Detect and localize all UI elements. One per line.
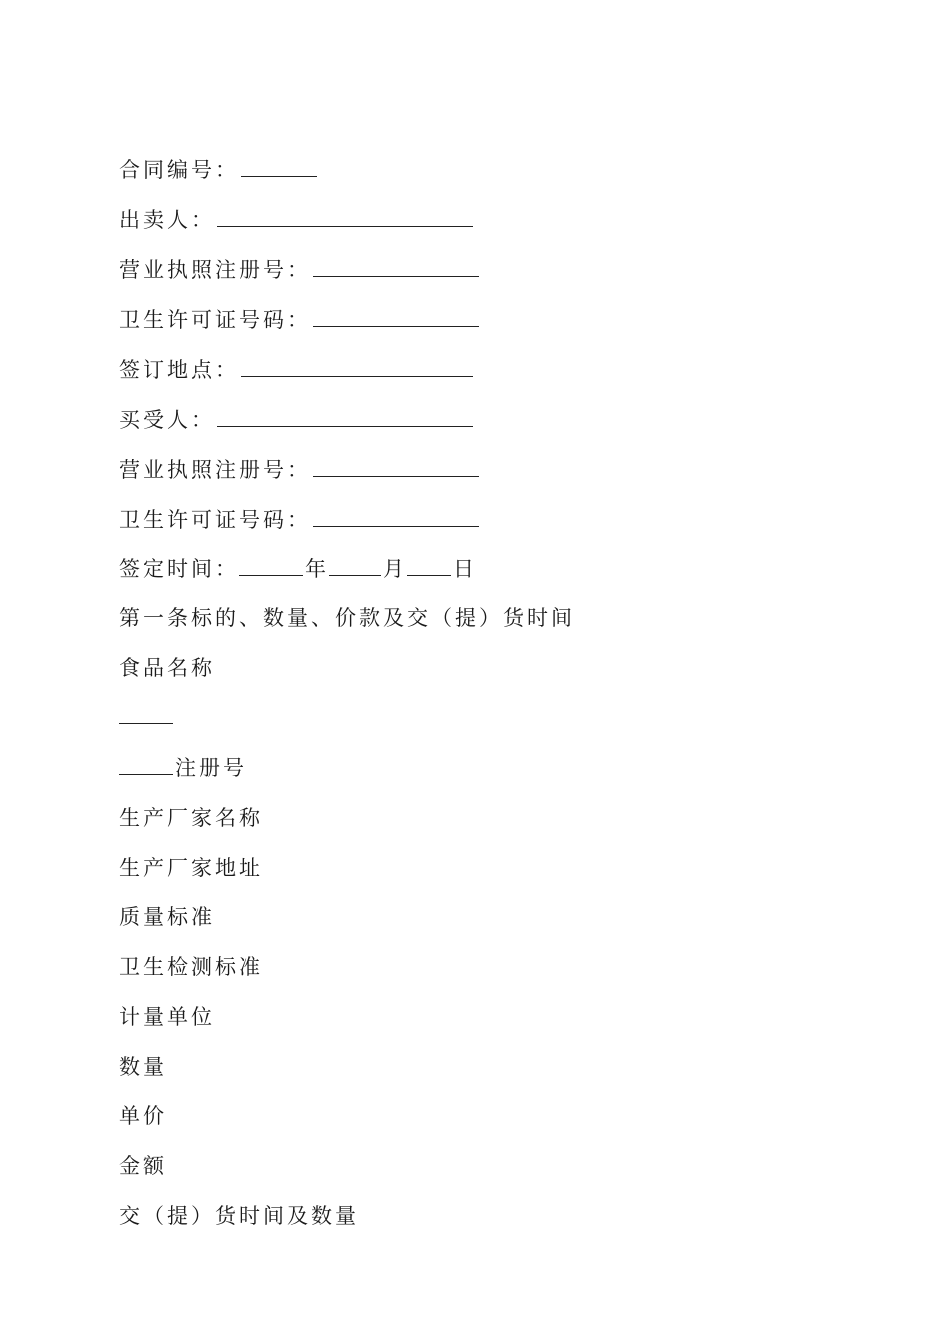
month-label: 月 bbox=[383, 557, 407, 581]
buyer-row bbox=[119, 406, 473, 434]
buyer-health-blank[interactable] bbox=[313, 506, 479, 527]
health-test-standard-label: 卫生检测标准 bbox=[119, 955, 263, 979]
manufacturer-name-label: 生产厂家名称 bbox=[119, 806, 263, 830]
signing-place-row bbox=[119, 356, 473, 384]
buyer-health-row bbox=[119, 506, 479, 534]
buyer-license-label: 营业执照注册号： bbox=[119, 458, 311, 482]
day-blank[interactable] bbox=[407, 555, 451, 576]
year-blank[interactable] bbox=[239, 555, 303, 576]
buyer-license-row bbox=[119, 456, 479, 484]
seller-health-blank[interactable] bbox=[313, 306, 479, 327]
contract-number-label: 合同编号： bbox=[119, 158, 239, 182]
food-name-label: 食品名称 bbox=[119, 656, 215, 680]
registration-row bbox=[119, 754, 247, 782]
day-label: 日 bbox=[453, 557, 477, 581]
quality-standard-label: 质量标准 bbox=[119, 905, 215, 929]
manufacturer-address-label: 生产厂家地址 bbox=[119, 856, 263, 880]
seller-blank[interactable] bbox=[217, 206, 473, 227]
seller-health-label: 卫生许可证号码： bbox=[119, 308, 311, 332]
food-name-blank[interactable] bbox=[119, 703, 173, 724]
quantity-label: 数量 bbox=[119, 1055, 167, 1079]
signing-date-label: 签定时间： bbox=[119, 557, 239, 581]
signing-place-label: 签订地点： bbox=[119, 358, 239, 382]
delivery-time-label: 交（提）货时间及数量 bbox=[119, 1204, 359, 1228]
year-label: 年 bbox=[305, 557, 329, 581]
registration-blank[interactable] bbox=[119, 754, 173, 775]
buyer-health-label: 卫生许可证号码： bbox=[119, 508, 311, 532]
contract-number-row bbox=[119, 156, 317, 184]
unit-price-label: 单价 bbox=[119, 1104, 167, 1128]
buyer-license-blank[interactable] bbox=[313, 456, 479, 477]
contract-number-blank[interactable] bbox=[241, 156, 317, 177]
seller-license-blank[interactable] bbox=[313, 256, 479, 277]
signing-place-blank[interactable] bbox=[241, 356, 473, 377]
food-name-blank-row bbox=[119, 703, 173, 731]
registration-label: 注册号 bbox=[175, 756, 247, 780]
buyer-label: 买受人： bbox=[119, 408, 215, 432]
seller-label: 出卖人： bbox=[119, 208, 215, 232]
buyer-blank[interactable] bbox=[217, 406, 473, 427]
seller-row bbox=[119, 206, 473, 234]
signing-date-row bbox=[119, 555, 477, 583]
article-1-title: 第一条标的、数量、价款及交（提）货时间 bbox=[119, 606, 575, 630]
month-blank[interactable] bbox=[329, 555, 381, 576]
seller-license-row bbox=[119, 256, 479, 284]
seller-health-row bbox=[119, 306, 479, 334]
unit-label: 计量单位 bbox=[119, 1005, 215, 1029]
seller-license-label: 营业执照注册号： bbox=[119, 258, 311, 282]
amount-label: 金额 bbox=[119, 1154, 167, 1178]
